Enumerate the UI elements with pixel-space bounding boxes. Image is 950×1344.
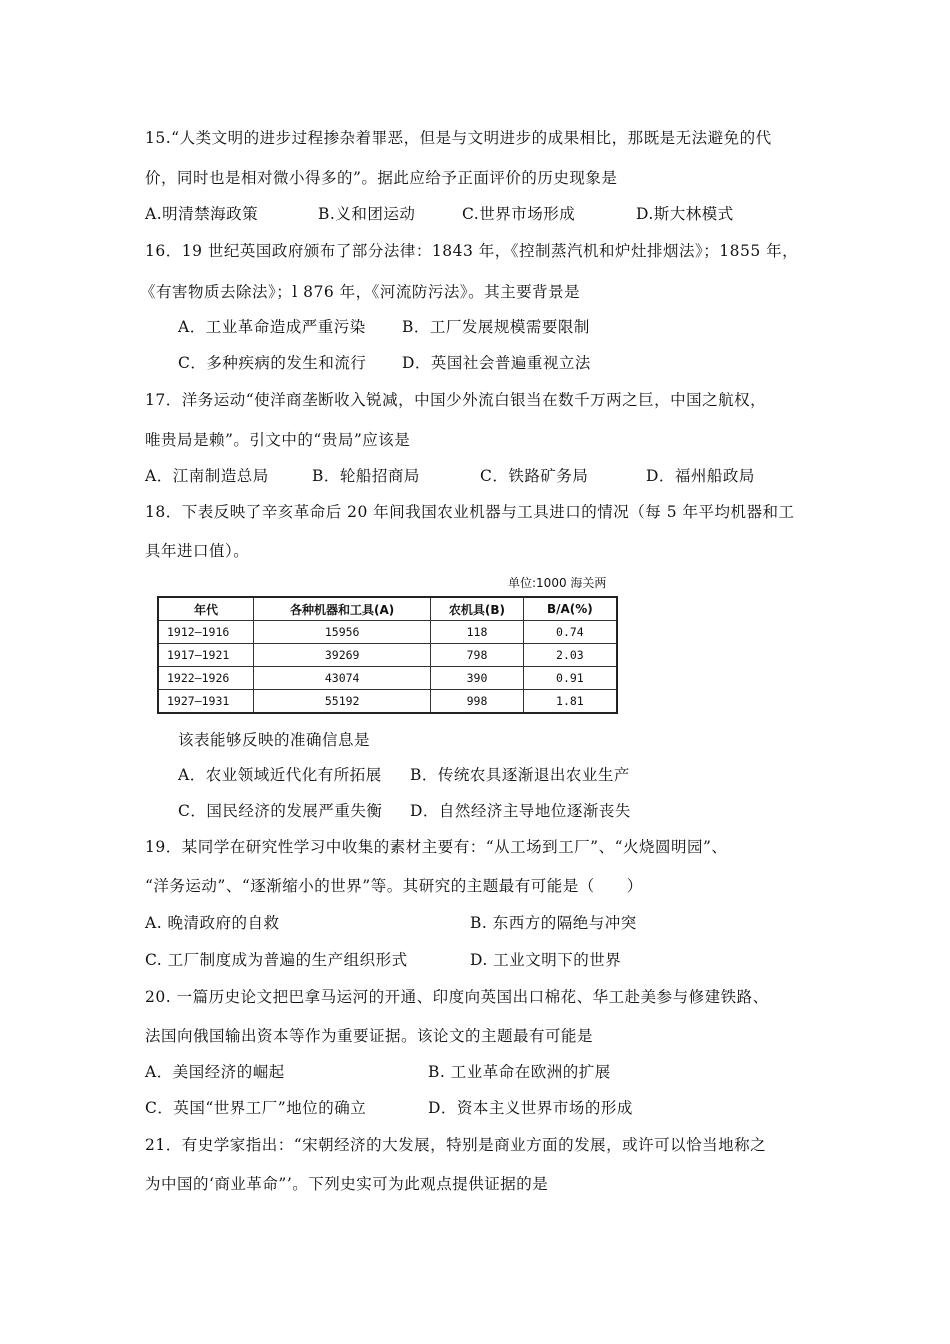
import-data-table (157, 596, 618, 714)
q19-option-b: B. 东西方的隔绝与冲突 (470, 914, 637, 932)
q17-stem-line2: 唯贵局是赖”。引文中的“贵局”应该是 (145, 431, 411, 449)
cell-machines: 15956 (254, 621, 431, 644)
q16-option-c: C．多种疾病的发生和流行 (178, 354, 367, 372)
q15-option-d: D.斯大林模式 (636, 205, 734, 223)
q18-option-c: C．国民经济的发展严重失衡 (178, 802, 383, 820)
q18-option-a: A．农业领域近代化有所拓展 (178, 766, 382, 784)
cell-machines: 43074 (254, 667, 431, 690)
q16-stem-line2: 《有害物质去除法》；l 876 年，《河流防污法》。其主要背景是 (140, 283, 581, 301)
table-row (158, 621, 617, 644)
header-machines: 各种机器和工具(A) (254, 597, 431, 621)
q17-option-a: A．江南制造总局 (145, 467, 269, 485)
q16-option-b: B．工厂发展规模需要限制 (402, 318, 590, 336)
header-farm-tools: 农机具(B) (431, 597, 524, 621)
q20-stem-line1: 20. 一篇历史论文把巴拿马运河的开通、印度向英国出口棉花、华工赴美参与修建铁路、 (145, 988, 769, 1006)
q19-stem-line2: “洋务运动”、“逐渐缩小的世界”等。其研究的主题最有可能是（ ） (145, 877, 643, 895)
q20-option-d: D．资本主义世界市场的形成 (428, 1099, 633, 1117)
q15-option-b: B.义和团运动 (318, 205, 416, 223)
q20-option-a: A．美国经济的崛起 (145, 1063, 285, 1081)
q19-option-d: D. 工业文明下的世界 (470, 951, 622, 969)
table-unit-label: 单位:1000 海关两 (508, 576, 607, 590)
q18-stem-line1: 18．下表反映了辛亥革命后 20 年间我国农业机器与工具进口的情况（每 5 年平均机器和工 (145, 503, 795, 521)
cell-period: 1917—1921 (158, 644, 254, 667)
q19-option-c: C. 工厂制度成为普遍的生产组织形式 (145, 951, 408, 969)
q17-stem-line1: 17．洋务运动“使洋商垄断收入锐减，中国少外流白银当在数千万两之巨，中国之航权， (145, 391, 767, 409)
cell-period: 1922—1926 (158, 667, 254, 690)
q16-stem-line1: 16．19 世纪英国政府颁布了部分法律：1843 年，《控制蒸汽机和炉灶排烟法》；1855 年， (145, 242, 799, 260)
q21-stem-line1: 21．有史学家指出：“宋朝经济的大发展，特别是商业方面的发展，或许可以恰当地称之 (145, 1136, 767, 1154)
q15-option-a: A.明清禁海政策 (145, 205, 259, 223)
q17-option-d: D．福州船政局 (646, 467, 755, 485)
q15-stem-line2: 价，同时也是相对微小得多的”。据此应给予正面评价的历史现象是 (145, 169, 618, 187)
q16-option-a: A．工业革命造成严重污染 (178, 318, 366, 336)
q20-option-c: C．英国“世界工厂”地位的确立 (145, 1099, 367, 1117)
cell-machines: 55192 (254, 690, 431, 714)
q18-option-d: D．自然经济主导地位逐渐丧失 (410, 802, 631, 820)
cell-farm-tools: 798 (431, 644, 524, 667)
cell-ratio: 2.03 (523, 644, 617, 667)
q18-stem-line2: 具年进口值）。 (145, 542, 250, 560)
header-period: 年代 (158, 597, 254, 621)
q19-option-a: A. 晚清政府的自救 (145, 914, 280, 932)
cell-ratio: 1.81 (523, 690, 617, 714)
table-row (158, 690, 617, 714)
q16-option-d: D．英国社会普遍重视立法 (402, 354, 591, 372)
q18-stem-line3: 该表能够反映的准确信息是 (178, 731, 371, 749)
q20-option-b: B. 工业革命在欧洲的扩展 (428, 1063, 611, 1081)
q15-option-c: C.世界市场形成 (462, 205, 576, 223)
q17-option-b: B．轮船招商局 (312, 467, 420, 485)
q19-stem-line1: 19．某同学在研究性学习中收集的素材主要有：“从工场到工厂”、“火烧圆明园”、 (145, 838, 728, 856)
table-row (158, 667, 617, 690)
q18-option-b: B．传统农具逐渐退出农业生产 (410, 766, 630, 784)
cell-period: 1927—1931 (158, 690, 254, 714)
table-header-row (158, 597, 617, 621)
cell-farm-tools: 118 (431, 621, 524, 644)
q15-stem-line1: 15.“人类文明的进步过程掺杂着罪恶，但是与文明进步的成果相比，那既是无法避免的代 (145, 129, 772, 147)
cell-farm-tools: 998 (431, 690, 524, 714)
q21-stem-line2: 为中国的‘商业革命”’。下列史实可为此观点提供证据的是 (145, 1175, 549, 1193)
header-ratio: B/A(%) (523, 597, 617, 621)
cell-ratio: 0.74 (523, 621, 617, 644)
q17-option-c: C．铁路矿务局 (480, 467, 589, 485)
cell-machines: 39269 (254, 644, 431, 667)
cell-period: 1912—1916 (158, 621, 254, 644)
q20-stem-line2: 法国向俄国输出资本等作为重要证据。该论文的主题最有可能是 (145, 1027, 594, 1045)
cell-ratio: 0.91 (523, 667, 617, 690)
table-row (158, 644, 617, 667)
cell-farm-tools: 390 (431, 667, 524, 690)
